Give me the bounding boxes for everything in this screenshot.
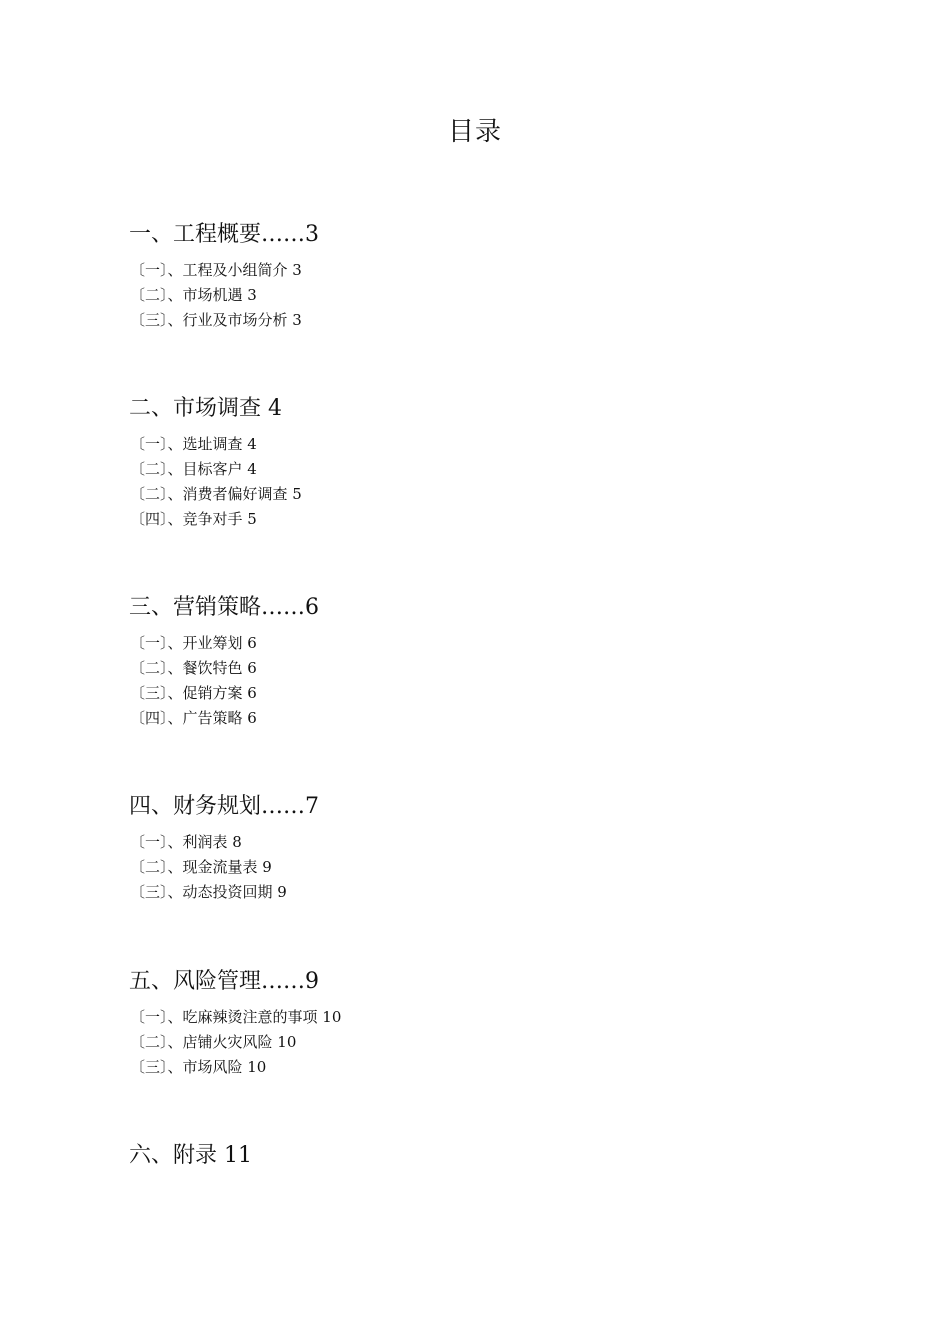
page-title: 目录 bbox=[447, 117, 502, 147]
toc-entry[interactable]: 〔四〕、竞争对手 5 bbox=[130, 510, 257, 528]
toc-entry[interactable]: 〔二〕、市场机遇 3 bbox=[130, 286, 257, 304]
toc-entry[interactable]: 〔二〕、目标客户 4 bbox=[130, 460, 257, 478]
toc-entry[interactable]: 〔一〕、工程及小组简介 3 bbox=[130, 261, 302, 279]
toc-entry[interactable]: 〔二〕、消费者偏好调查 5 bbox=[130, 485, 302, 503]
toc-section-heading[interactable]: 六、附录 11 bbox=[129, 1143, 252, 1168]
toc-entry[interactable]: 〔二〕、餐饮特色 6 bbox=[130, 659, 257, 677]
toc-entry[interactable]: 〔三〕、动态投资回期 9 bbox=[130, 883, 287, 901]
toc-section-2 bbox=[129, 394, 302, 532]
toc-section-heading[interactable]: 四、财务规划……7 bbox=[129, 794, 319, 819]
toc-entry[interactable]: 〔一〕、开业筹划 6 bbox=[130, 634, 257, 652]
toc-entry[interactable]: 〔二〕、店铺火灾风险 10 bbox=[130, 1033, 297, 1051]
toc-section-6 bbox=[129, 1141, 252, 1179]
toc-entry[interactable]: 〔一〕、选址调查 4 bbox=[130, 435, 257, 453]
toc-entry[interactable]: 〔三〕、市场风险 10 bbox=[130, 1058, 267, 1076]
toc-section-5 bbox=[129, 967, 341, 1080]
toc-entry[interactable]: 〔三〕、促销方案 6 bbox=[130, 684, 257, 702]
toc-section-heading[interactable]: 五、风险管理……9 bbox=[129, 969, 319, 994]
toc-entry[interactable]: 〔二〕、现金流量表 9 bbox=[130, 858, 272, 876]
toc-section-heading[interactable]: 一、工程概要……3 bbox=[129, 222, 319, 247]
toc-entry[interactable]: 〔一〕、吃麻辣烫注意的事项 10 bbox=[130, 1008, 342, 1026]
toc-entry[interactable]: 〔三〕、行业及市场分析 3 bbox=[130, 311, 302, 329]
toc-section-1 bbox=[129, 220, 319, 333]
toc-entry[interactable]: 〔四〕、广告策略 6 bbox=[130, 709, 257, 727]
toc-section-heading[interactable]: 三、营销策略……6 bbox=[129, 595, 319, 620]
toc-entry[interactable]: 〔一〕、利润表 8 bbox=[130, 833, 242, 851]
toc-section-3 bbox=[129, 593, 319, 731]
toc-section-heading[interactable]: 二、市场调查 4 bbox=[129, 396, 282, 421]
toc-section-4 bbox=[129, 792, 319, 905]
